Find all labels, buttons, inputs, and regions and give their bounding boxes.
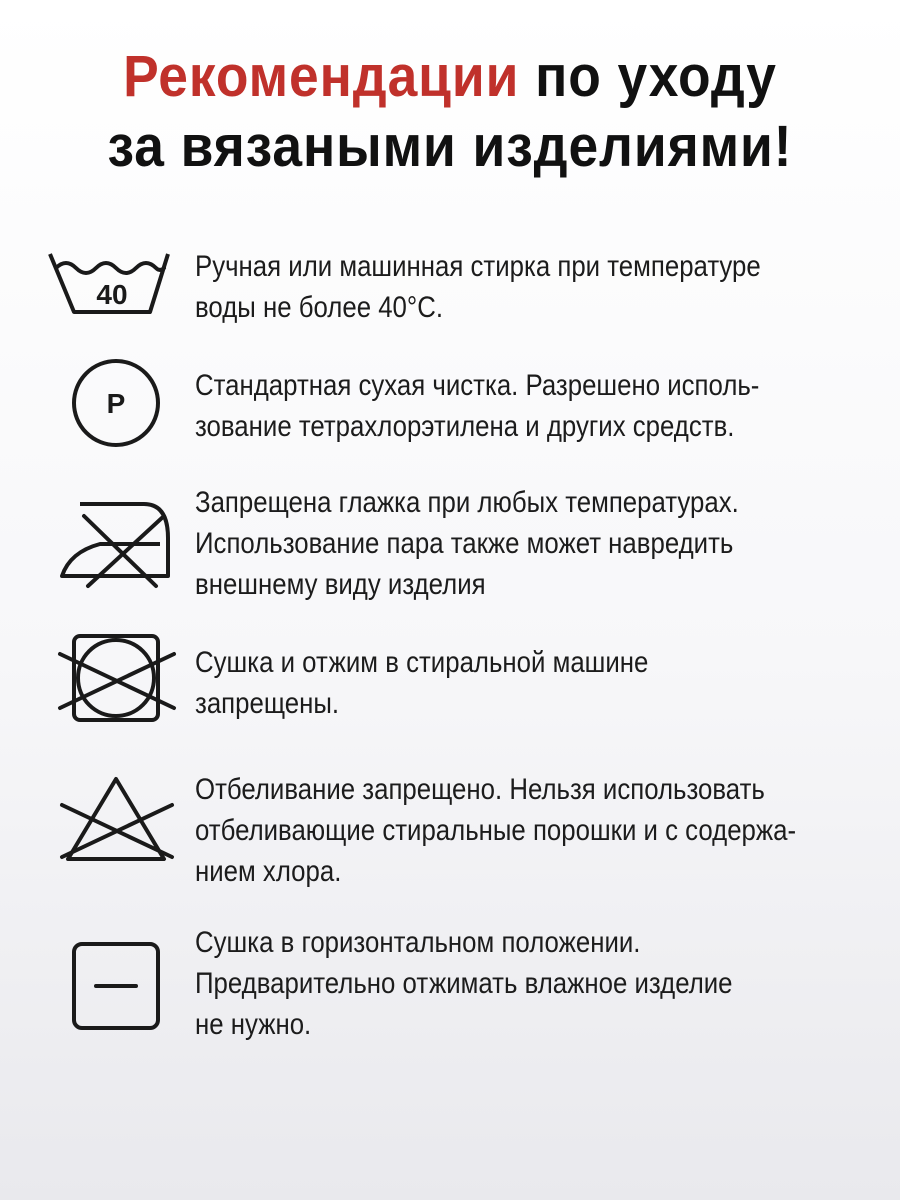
dry-clean-p-icon xyxy=(40,355,200,475)
no-tumble-dry-icon xyxy=(40,630,200,750)
care-text-tumble-dry xyxy=(195,642,763,724)
care-text-dry-clean xyxy=(195,365,763,447)
care-text-wash xyxy=(195,246,763,328)
text-line: запрещены. xyxy=(195,687,340,720)
care-text-iron xyxy=(195,482,763,605)
text-line: Сушка и отжим в стиральной машине xyxy=(195,646,649,679)
text-line: воды не более 40°С. xyxy=(195,291,444,324)
text-line: внешнему виду изделия xyxy=(195,568,486,601)
text-line: не нужно. xyxy=(195,1008,312,1041)
text-line: Стандартная сухая чистка. Разрешено исполь- xyxy=(195,369,760,402)
no-bleach-icon xyxy=(40,765,200,885)
title-accent: Рекомендации xyxy=(123,44,520,109)
wash-temp-label: 40 xyxy=(96,279,128,310)
text-line: Ручная или машинная стирка при температуре xyxy=(195,250,761,283)
text-line: Запрещена глажка при любых температурах. xyxy=(195,486,739,519)
no-iron-icon xyxy=(40,482,200,602)
text-line: зование тетрахлорэтилена и других средств. xyxy=(195,410,735,443)
title-rest: по уходу xyxy=(519,44,777,109)
text-line: отбеливающие стиральные порошки и с содержа- xyxy=(195,814,797,847)
dry-flat-icon xyxy=(40,930,200,1050)
title-line-2: за вязаными изделиями! xyxy=(107,114,793,179)
care-text-dry-flat xyxy=(195,922,763,1045)
wash-40-icon xyxy=(40,240,200,360)
text-line: Сушка в горизонтальном положении. xyxy=(195,926,641,959)
text-line: Отбеливание запрещено. Нельзя использовать xyxy=(195,773,765,806)
care-text-bleach xyxy=(195,769,797,892)
text-line: Использование пара также может навредить xyxy=(195,527,734,560)
text-line: Предварительно отжимать влажное изделие xyxy=(195,967,733,1000)
dry-clean-letter: P xyxy=(106,388,126,419)
text-line: нием хлора. xyxy=(195,855,342,888)
